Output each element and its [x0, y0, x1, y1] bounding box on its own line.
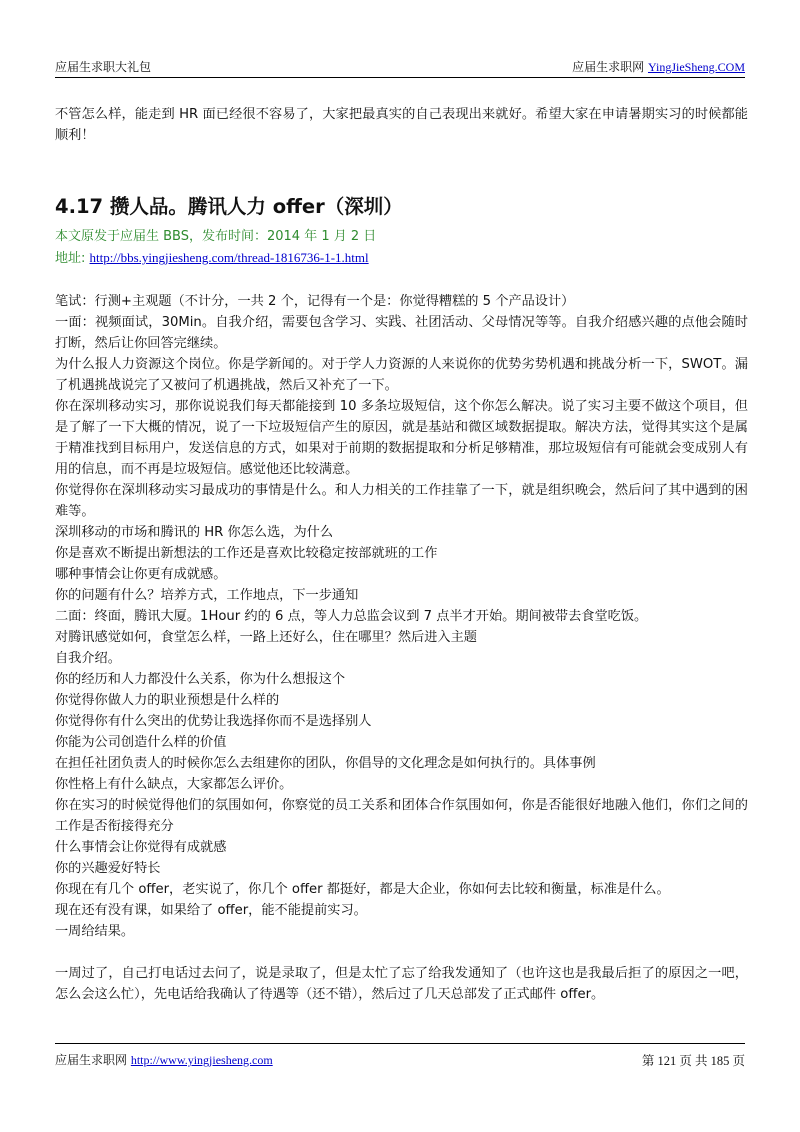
body-line: 你在深圳移动实习，那你说说我们每天都能接到 10 多条垃圾短信，这个你怎么解决。说了实习主要不做这个项目，但是了解了一下大概的情况，说了一下垃圾短信产生的原因，就是基站和微区域数据提取。解决方法，觉得其实这个是属于精准找到目标用户，发送信息的方式，如果对于前期的数据提取和分析足够精准，那垃圾短信有可能就会变成别人有用的信息，而不再是垃圾短信。感觉他还比较满意。 [55, 399, 748, 477]
body-line: 对腾讯感觉如何，食堂怎么样，一路上还好么，住在哪里？然后进入主题 [55, 630, 477, 645]
body-line: 笔试：行测+主观题（不计分，一共 2 个，记得有一个是：你觉得糟糕的 5 个产品设计） [55, 294, 575, 309]
section-title: 4.17 攒人品。腾讯人力 offer（深圳） [55, 195, 403, 218]
body-line: 你性格上有什么缺点，大家都怎么评价。 [55, 777, 293, 792]
page-content [55, 104, 748, 1005]
body-line: 什么事情会让你觉得有成就感 [55, 840, 227, 855]
header-site-label: 应届生求职网 [572, 60, 648, 74]
body-line: 在担任社团负责人的时候你怎么去组建你的团队，你倡导的文化理念是如何执行的。具体事例 [55, 756, 596, 771]
body-line: 你觉得你做人力的职业预想是什么样的 [55, 693, 280, 708]
intro-paragraph: 不管怎么样，能走到 HR 面已经很不容易了，大家把最真实的自己表现出来就好。希望大家在申请暑期实习的时候都能顺利！ [55, 107, 748, 143]
body-line: 你是喜欢不断提出新想法的工作还是喜欢比较稳定按部就班的工作 [55, 546, 438, 561]
header-site-link[interactable]: YingJieSheng.COM [647, 60, 745, 74]
header-title: 应届生求职大礼包 [55, 60, 152, 74]
body-line: 哪种事情会让你更有成就感。 [55, 567, 227, 582]
footer-site-link[interactable]: http://www.yingjiesheng.com [130, 1053, 273, 1067]
article-body [55, 291, 748, 1005]
page-header [55, 55, 745, 78]
header-site [572, 58, 745, 75]
page-footer [55, 1043, 745, 1066]
body-line: 你能为公司创造什么样的价值 [55, 735, 227, 750]
body-line: 你觉得你在深圳移动实习最成功的事情是什么。和人力相关的工作挂靠了一下，就是组织晚会，然后问了其中遇到的困难等。 [55, 483, 748, 519]
body-line: 一面：视频面试，30Min。自我介绍，需要包含学习、实践、社团活动、父母情况等等。自我介绍感兴趣的点他会随时打断，然后让你回答完继续。 [55, 315, 748, 351]
body-line: 为什么报人力资源这个岗位。你是学新闻的。对于学人力资源的人来说你的优势劣势机遇和挑战分析一下，SWOT。漏了机遇挑战说完了又被问了机遇挑战，然后又补充了一下。 [55, 357, 748, 393]
body-line: 一周给结果。 [55, 924, 135, 939]
body-line: 深圳移动的市场和腾讯的 HR 你怎么选，为什么 [55, 525, 334, 540]
address-label: 地址: [55, 251, 90, 266]
body-line: 现在还有没有课，如果给了 offer，能不能提前实习。 [55, 903, 367, 918]
footer-site-label: 应届生求职网 [55, 1053, 131, 1067]
page-number: 第 121 页 共 185 页 [641, 1054, 745, 1068]
address-link[interactable]: http://bbs.yingjiesheng.com/thread-1816736-1-1.html [89, 250, 369, 265]
body-line: 你的兴趣爱好特长 [55, 861, 161, 876]
body-line: 你觉得你有什么突出的优势让我选择你而不是选择别人 [55, 714, 372, 729]
source-line: 本文原发于应届生 BBS，发布时间：2014 年 1 月 2 日 [55, 229, 377, 244]
footer-site [55, 1051, 273, 1068]
body-line: 二面：终面，腾讯大厦。1Hour 约的 6 点，等人力总监会议到 7 点半才开始。期间被带去食堂吃饭。 [55, 609, 648, 624]
body-line: 你在实习的时候觉得他们的氛围如何，你察觉的员工关系和团体合作氛围如何，你是否能很好地融入他们，你们之间的工作是否衔接得充分 [55, 798, 748, 834]
body-line: 自我介绍。 [55, 651, 121, 666]
body-line: 你的经历和人力都没什么关系，你为什么想报这个 [55, 672, 346, 687]
body-line: 你的问题有什么？培养方式，工作地点，下一步通知 [55, 588, 359, 603]
closing-paragraph: 一周过了，自己打电话过去问了，说是录取了，但是太忙了忘了给我发通知了（也许这也是我最后拒了的原因之一吧，怎么会这么忙），先电话给我确认了待遇等（还不错），然后过了几天总部发了正式邮件 offer。 [55, 966, 748, 1002]
body-line: 你现在有几个 offer，老实说了，你几个 offer 都挺好，都是大企业，你如何去比较和衡量，标准是什么。 [55, 882, 670, 897]
address-line [55, 247, 748, 269]
